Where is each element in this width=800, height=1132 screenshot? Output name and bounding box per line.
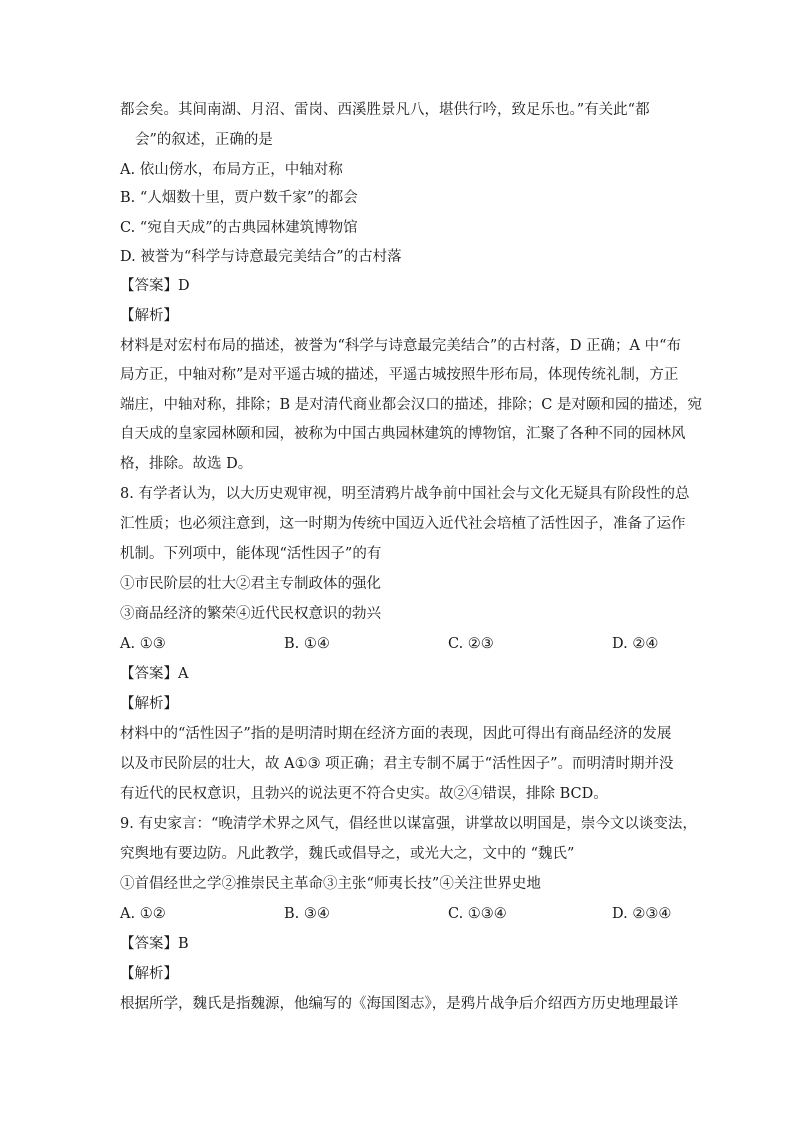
- text-line: 有近代的民权意识，且勃兴的说法更不符合史实。故②④错误，排除 BCD。: [120, 786, 608, 802]
- text-line: 会”的叙述，正确的是: [135, 132, 273, 148]
- q8-option-b: B. ①④: [284, 636, 330, 652]
- answer-label: 【答案】D: [120, 278, 190, 294]
- q9-option-c: C. ①③④: [448, 906, 507, 922]
- text-line: 自天成的皇家园林颐和园，被称为中国古典园林建筑的博物馆，汇聚了各种不同的园林风: [120, 426, 686, 442]
- text-line: ③商品经济的繁荣④近代民权意识的勃兴: [120, 606, 381, 622]
- q8-option-a: A. ①③: [120, 636, 166, 652]
- q8-option-c: C. ②③: [448, 636, 494, 652]
- q9-option-a: A. ①②: [120, 906, 166, 922]
- text-line: ①市民阶层的壮大②君主专制政体的强化: [120, 576, 381, 592]
- option-line: B. “人烟数十里，贾户数千家”的都会: [120, 190, 358, 206]
- option-line: C. “宛自天成”的古典园林建筑博物馆: [120, 220, 358, 236]
- q9-option-d: D. ②③④: [612, 906, 672, 922]
- question-9: 9. 有史家言：“晚清学术界之风气，倡经世以谋富强，讲掌故以明国是，崇今文以谈变法，: [120, 816, 697, 832]
- answer-label: 【答案】B: [120, 936, 189, 952]
- text-line: 都会矣。其间南湖、月沼、雷岗、西溪胜景凡八，堪供行吟，致足乐也。”有关此“都: [120, 102, 650, 118]
- text-line: 格，排除。故选 D。: [120, 456, 253, 472]
- analysis-label: 【解析】: [120, 966, 178, 982]
- text-line: ①首倡经世之学②推崇民主革命③主张“师夷长技”④关注世界史地: [120, 876, 541, 892]
- text-line: 机制。下列项中，能体现“活性因子”的有: [120, 546, 382, 562]
- text-line: 材料是对宏村布局的描述，被誉为“科学与诗意最完美结合”的古村落，D 正确；A 中“布: [120, 338, 682, 354]
- text-line: 端庄，中轴对称，排除；B 是对清代商业都会汉口的描述，排除；C 是对颐和园的描述，宛: [120, 397, 702, 413]
- text-line: 究舆地有要边防。凡此教学，魏氏或倡导之，或光大之，文中的 “魏氏”: [120, 846, 575, 862]
- option-line: D. 被誉为“科学与诗意最完美结合”的古村落: [120, 249, 402, 265]
- answer-label: 【答案】A: [120, 666, 189, 682]
- analysis-label: 【解析】: [120, 308, 178, 324]
- text-line: 以及市民阶层的壮大，故 A①③ 项正确；君主专制不属于“活性因子”。而明清时期并没: [120, 756, 674, 772]
- analysis-label: 【解析】: [120, 696, 178, 712]
- text-line: 汇性质；也必须注意到，这一时期为传统中国迈入近代社会培植了活性因子，准备了运作: [120, 516, 686, 532]
- text-line: 材料中的“活性因子”指的是明清时期在经济方面的表现，因此可得出有商品经济的发展: [120, 726, 672, 742]
- q8-option-d: D. ②④: [612, 636, 659, 652]
- text-line: 局方正，中轴对称”是对平遥古城的描述，平遥古城按照牛形布局，体现传统礼制，方正: [120, 367, 679, 383]
- text-line: 根据所学，魏氏是指魏源，他编写的《海国图志》，是鸦片战争后介绍西方历史地理最详: [120, 996, 679, 1012]
- option-line: A. 依山傍水，布局方正，中轴对称: [120, 162, 343, 178]
- q9-option-b: B. ③④: [284, 906, 330, 922]
- question-8: 8. 有学者认为，以大历史观审视，明至清鸦片战争前中国社会与文化无疑具有阶段性的总: [120, 486, 690, 502]
